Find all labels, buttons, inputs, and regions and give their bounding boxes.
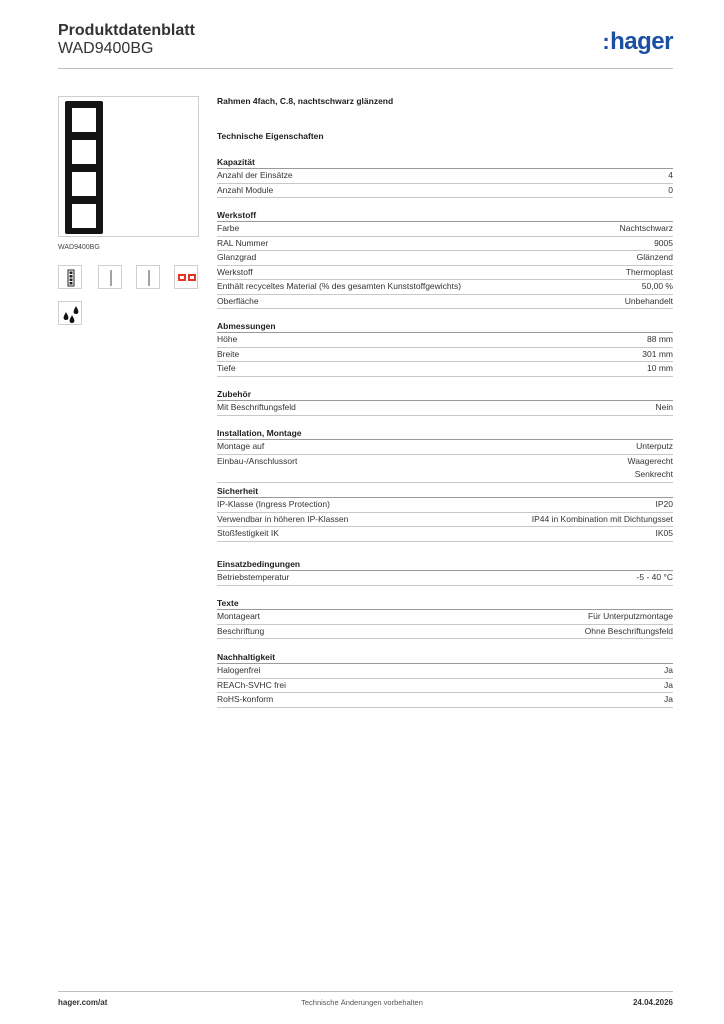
spec-label: Oberfläche: [217, 295, 259, 306]
hager-logo: :hager: [602, 28, 673, 55]
spec-section: [217, 156, 673, 198]
spec-row: [217, 693, 673, 708]
spec-value-line: Nachtschwarz: [619, 223, 673, 233]
section-title: Nachhaltigkeit: [217, 651, 673, 664]
frame-slot: [72, 172, 96, 196]
footer-website[interactable]: hager.com/at: [58, 998, 108, 1007]
section-title: Sicherheit: [217, 485, 673, 498]
footer-disclaimer: Technische Änderungen vorbehalten: [301, 998, 423, 1007]
spec-row: [217, 237, 673, 252]
spec-row: [217, 527, 673, 542]
spec-label: RoHS-konform: [217, 694, 274, 704]
spec-section: [217, 651, 673, 708]
spec-value: [620, 222, 673, 236]
spec-label: Anzahl der Einsätze: [217, 170, 293, 180]
spec-value-line: 4: [668, 170, 673, 180]
spec-value-line: IK05: [655, 528, 673, 538]
spec-value: [637, 251, 673, 265]
spec-value-line: Ja: [664, 665, 673, 675]
spec-value: [637, 571, 673, 585]
spec-row: [217, 295, 673, 310]
header-divider: [58, 68, 673, 69]
spec-value: [627, 455, 673, 482]
frame-slot: [72, 108, 96, 132]
frame-slot: [72, 140, 96, 164]
spec-value: [636, 440, 673, 454]
spec-label: Enthält recyceltes Material (% des gesamten Kunststoffgewichts): [217, 281, 462, 291]
spec-label: REACh-SVHC frei: [217, 679, 286, 690]
spec-value: [585, 625, 673, 639]
spec-label: Montage auf: [217, 441, 265, 451]
spec-label: Glanzgrad: [217, 252, 257, 262]
spec-value: [664, 664, 673, 678]
spec-value-line: 9005: [654, 237, 673, 248]
spec-value: [656, 401, 673, 415]
section-title: Werkstoff: [217, 209, 673, 222]
frame-illustration: [65, 101, 103, 234]
logo-text: hager: [610, 28, 673, 55]
spec-row: [217, 362, 673, 377]
spec-row: [217, 625, 673, 640]
frame-slot: [72, 204, 96, 228]
ip-marking-icon: [174, 265, 198, 289]
spec-label: Farbe: [217, 223, 240, 233]
spec-row: [217, 348, 673, 363]
section-title: Abmessungen: [217, 320, 673, 333]
spec-section: [217, 485, 673, 542]
spec-section: [217, 388, 673, 416]
vertical-line-icon: [98, 265, 122, 289]
spec-label: RAL Nummer: [217, 237, 269, 248]
spec-label: Breite: [217, 348, 240, 359]
spec-value: [656, 527, 674, 541]
section-title: Texte: [217, 597, 673, 610]
spec-row: [217, 222, 673, 237]
spec-value-line: Für Unterputzmontage: [587, 611, 673, 621]
spec-row: [217, 401, 673, 416]
vertical-line-icon: [136, 265, 160, 289]
spec-row: [217, 679, 673, 694]
spec-value-line: Thermoplast: [625, 266, 673, 277]
page-header: [58, 22, 673, 58]
spec-label: Beschriftung: [217, 625, 265, 636]
spec-label: Anzahl Module: [217, 184, 274, 195]
spec-label: Halogenfrei: [217, 665, 261, 675]
section-title: Installation, Montage: [217, 427, 673, 440]
spec-value-line: Glänzend: [636, 252, 673, 262]
spec-value: [642, 280, 673, 294]
spec-value-line: Unterputz: [636, 441, 673, 451]
spec-section: [217, 209, 673, 309]
spec-row: [217, 184, 673, 199]
spec-value-line: Nein: [655, 402, 673, 412]
vertical-4-frame-icon: [58, 265, 82, 289]
spec-label: Tiefe: [217, 363, 236, 373]
section-title: Einsatzbedingungen: [217, 558, 673, 571]
spec-value: [664, 693, 673, 707]
spec-value: [668, 184, 673, 198]
spec-value: [668, 169, 673, 183]
spec-row: [217, 610, 673, 625]
spec-value: [588, 610, 673, 624]
spec-value: [656, 498, 674, 512]
spec-value-line: Ohne Beschriftungsfeld: [584, 625, 673, 636]
spec-row: [217, 498, 673, 513]
spec-value: [625, 295, 673, 309]
footer-divider: [58, 991, 673, 992]
spec-value: [647, 362, 673, 376]
spec-row: [217, 513, 673, 528]
spec-row: [217, 571, 673, 586]
spec-value: [642, 348, 673, 362]
spec-row: [217, 664, 673, 679]
spec-value-line: 88 mm: [647, 334, 673, 344]
spec-value-line: Ja: [664, 694, 673, 704]
spec-value-line: 10 mm: [647, 363, 673, 373]
spec-value-line: Unbehandelt: [624, 295, 673, 306]
spec-value-line: 50,00 %: [641, 281, 673, 291]
spec-label: Montageart: [217, 611, 260, 621]
spec-value: [654, 237, 673, 251]
spec-value: [532, 513, 673, 527]
product-number: WAD9400BG: [58, 40, 154, 57]
spec-row: [217, 440, 673, 455]
spec-value-line: 301 mm: [642, 348, 673, 359]
spec-label: Stoßfestigkeit IK: [217, 528, 279, 538]
spec-row: [217, 455, 673, 483]
product-description: Rahmen 4fach, C.8, nachtschwarz glänzend: [217, 96, 394, 106]
spec-value-line: 0: [668, 184, 673, 195]
spec-section: [217, 427, 673, 483]
section-title: Zubehör: [217, 388, 673, 401]
spec-value: [664, 679, 673, 693]
spec-label: Verwendbar in höheren IP-Klassen: [217, 513, 349, 524]
spec-row: [217, 266, 673, 281]
spec-label: Einbau-/Anschlussort: [217, 455, 298, 466]
spec-value-line: -5 - 40 °C: [636, 572, 673, 582]
spec-row: [217, 169, 673, 184]
section-title: Kapazität: [217, 156, 673, 169]
spec-label: Mit Beschriftungsfeld: [217, 402, 296, 412]
footer-date: 24.04.2026: [632, 998, 673, 1007]
spec-label: Höhe: [217, 334, 238, 344]
spec-section: [217, 320, 673, 377]
spec-value: [647, 333, 673, 347]
spec-value-line: Waagerecht: [627, 455, 673, 466]
spec-value-line: IP44 in Kombination mit Dichtungsset: [531, 513, 673, 524]
page-title: Produktdatenblatt: [58, 22, 195, 39]
spec-label: IP-Klasse (Ingress Protection): [217, 499, 330, 509]
spec-row: [217, 251, 673, 266]
spec-section: [217, 597, 673, 639]
spec-value: [626, 266, 673, 280]
spec-row: [217, 280, 673, 295]
spec-value-line: Senkrecht: [634, 469, 673, 479]
image-caption: WAD9400BG: [58, 244, 100, 251]
spec-label: Werkstoff: [217, 266, 253, 277]
spec-label: Betriebstemperatur: [217, 572, 290, 582]
spec-section: [217, 558, 673, 586]
spec-value-line: IP20: [655, 499, 673, 509]
tech-heading: Technische Eigenschaften: [217, 131, 324, 141]
product-image: [58, 96, 199, 237]
water-drops-icon: [58, 301, 82, 325]
spec-value-line: Ja: [664, 679, 673, 690]
spec-row: [217, 333, 673, 348]
